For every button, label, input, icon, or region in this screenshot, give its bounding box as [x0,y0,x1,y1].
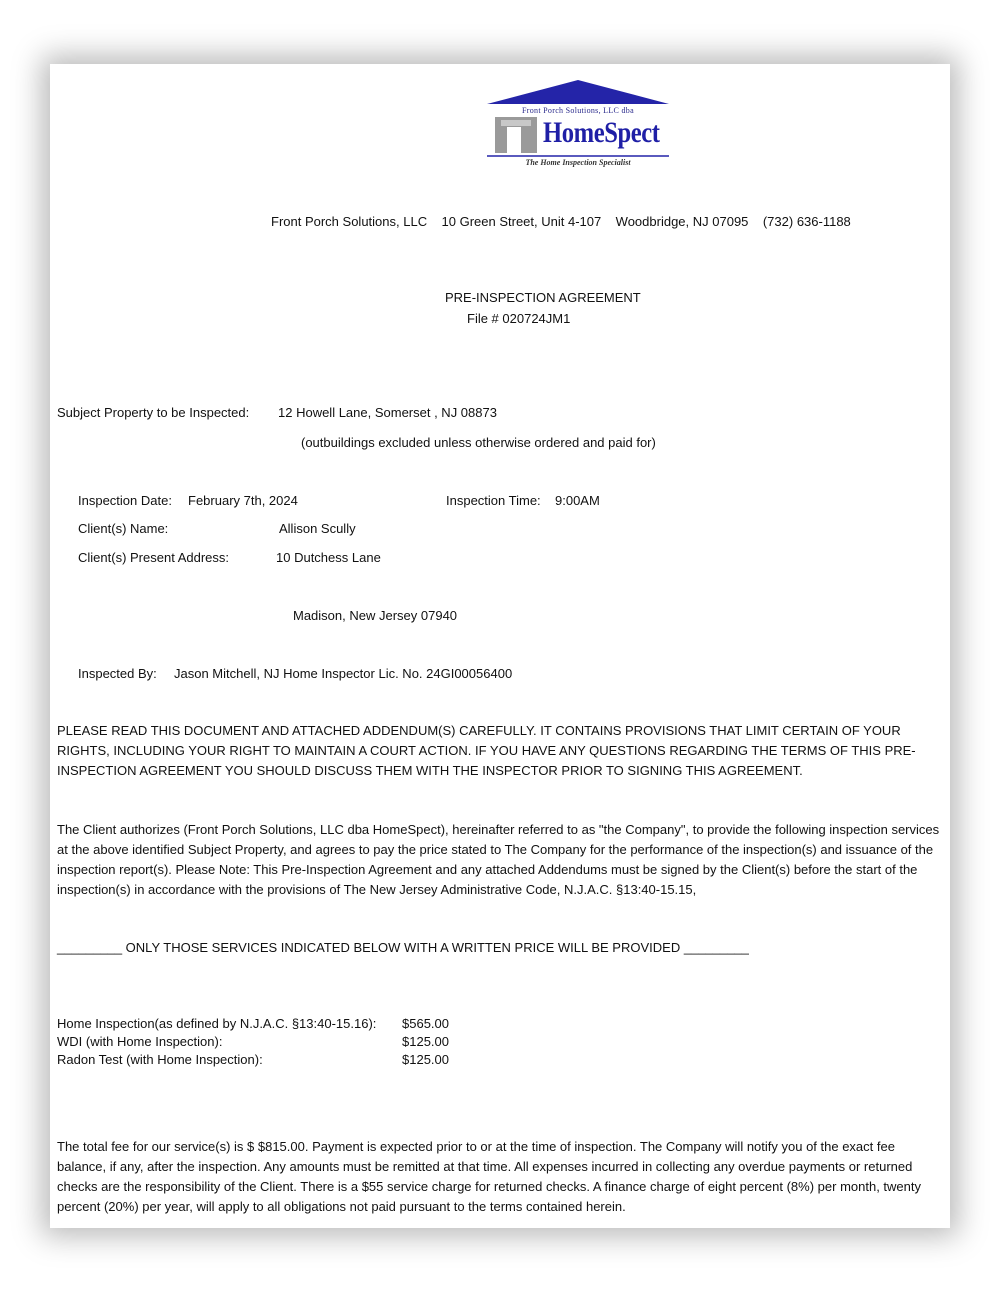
fee-price: $565.00 [402,1016,449,1031]
company-address-line: Front Porch Solutions, LLC 10 Green Street, Unit 4-107 Woodbridge, NJ 07095 (732) 636-1188 [271,214,851,229]
fee-row [57,1015,376,1033]
inspection-date-label: Inspection Date: [78,493,172,508]
client-address-label: Client(s) Present Address: [78,550,230,565]
agreement-title: PRE-INSPECTION AGREEMENT [445,290,641,305]
homespect-logo [487,72,669,170]
fee-row [57,1033,222,1051]
property-address: 12 Howell Lane, Somerset , NJ 08873 [278,405,497,420]
total-fee-paragraph: The total fee for our service(s) is $ $815.00. Payment is expected prior to or at the time of inspection. The Company will notify you of the exact fee balance, if any, after the inspection. Any amounts must be remitted at that time. All expenses incurred in collecting any overdue payments or returned checks are the responsibility of the Client. There is a $55 service charge for returned checks. A finance charge of eight percent (8%) per month, twenty percent (20%) per year, will apply to all obligations not paid pursuant to the terms contained herein. [57,1139,921,1214]
fee-label: Radon Test (with Home Inspection): [57,1052,263,1067]
fee-price: $125.00 [402,1034,449,1049]
inspection-date-value: February 7th, 2024 [188,493,298,508]
client-address-line1: 10 Dutchess Lane [276,550,381,565]
logo-brand: HomeSpect [543,116,660,149]
property-label: Subject Property to be Inspected: [57,405,250,420]
client-name-value: Allison Scully [279,521,356,536]
file-number: File # 020724JM1 [467,311,571,326]
logo-tagline: The Home Inspection Specialist [525,158,631,167]
logo-company-line: Front Porch Solutions, LLC dba [522,106,634,115]
fee-label: WDI (with Home Inspection): [57,1034,223,1049]
inspected-by-label: Inspected By: [78,666,157,681]
services-line: _________ ONLY THOSE SERVICES INDICATED BELOW WITH A WRITTEN PRICE WILL BE PROVIDED _________ [57,940,749,955]
fee-price: $125.00 [402,1052,449,1067]
fee-label: Home Inspection(as defined by N.J.A.C. §13:40-15.16): [57,1016,377,1031]
client-name-label: Client(s) Name: [78,521,169,536]
warning-paragraph: PLEASE READ THIS DOCUMENT AND ATTACHED ADDENDUM(S) CAREFULLY. IT CONTAINS PROVISIONS THAT LIMIT CERTAIN OF YOUR RIGHTS, INCLUDING YOUR RIGHT TO MAINTAIN A COURT ACTION. IF YOU HAVE ANY QUESTIONS REGARDING THE TERMS OF THIS PRE-INSPECTION AGREEMENT YOU SHOULD DISCUSS THEM WITH THE INSPECTOR PRIOR TO SIGNING THIS AGREEMENT. [57,723,916,778]
property-note: (outbuildings excluded unless otherwise ordered and paid for) [301,435,656,450]
fee-row [57,1051,263,1069]
client-address-line2: Madison, New Jersey 07940 [293,608,458,623]
authorization-paragraph: The Client authorizes (Front Porch Solutions, LLC dba HomeSpect), hereinafter referred to as "the Company", to provide the following inspection services at the above identified Subject Property, and agrees to pay the price stated to The Company for the performance of the inspection(s) and issuance of the inspection report(s). Please Note: This Pre-Inspection Agreement and any attached Addendums must be signed by the Client(s) before the start of the inspection(s) in accordance with the provisions of The New Jersey Administrative Code, N.J.A.C. §13:40-15.15, [57,822,940,897]
inspection-time-label: Inspection Time: [446,493,541,508]
inspection-time-value: 9:00AM [555,493,600,508]
inspected-by-value: Jason Mitchell, NJ Home Inspector Lic. No. 24GI00056400 [174,666,513,681]
document-page [50,64,950,1228]
